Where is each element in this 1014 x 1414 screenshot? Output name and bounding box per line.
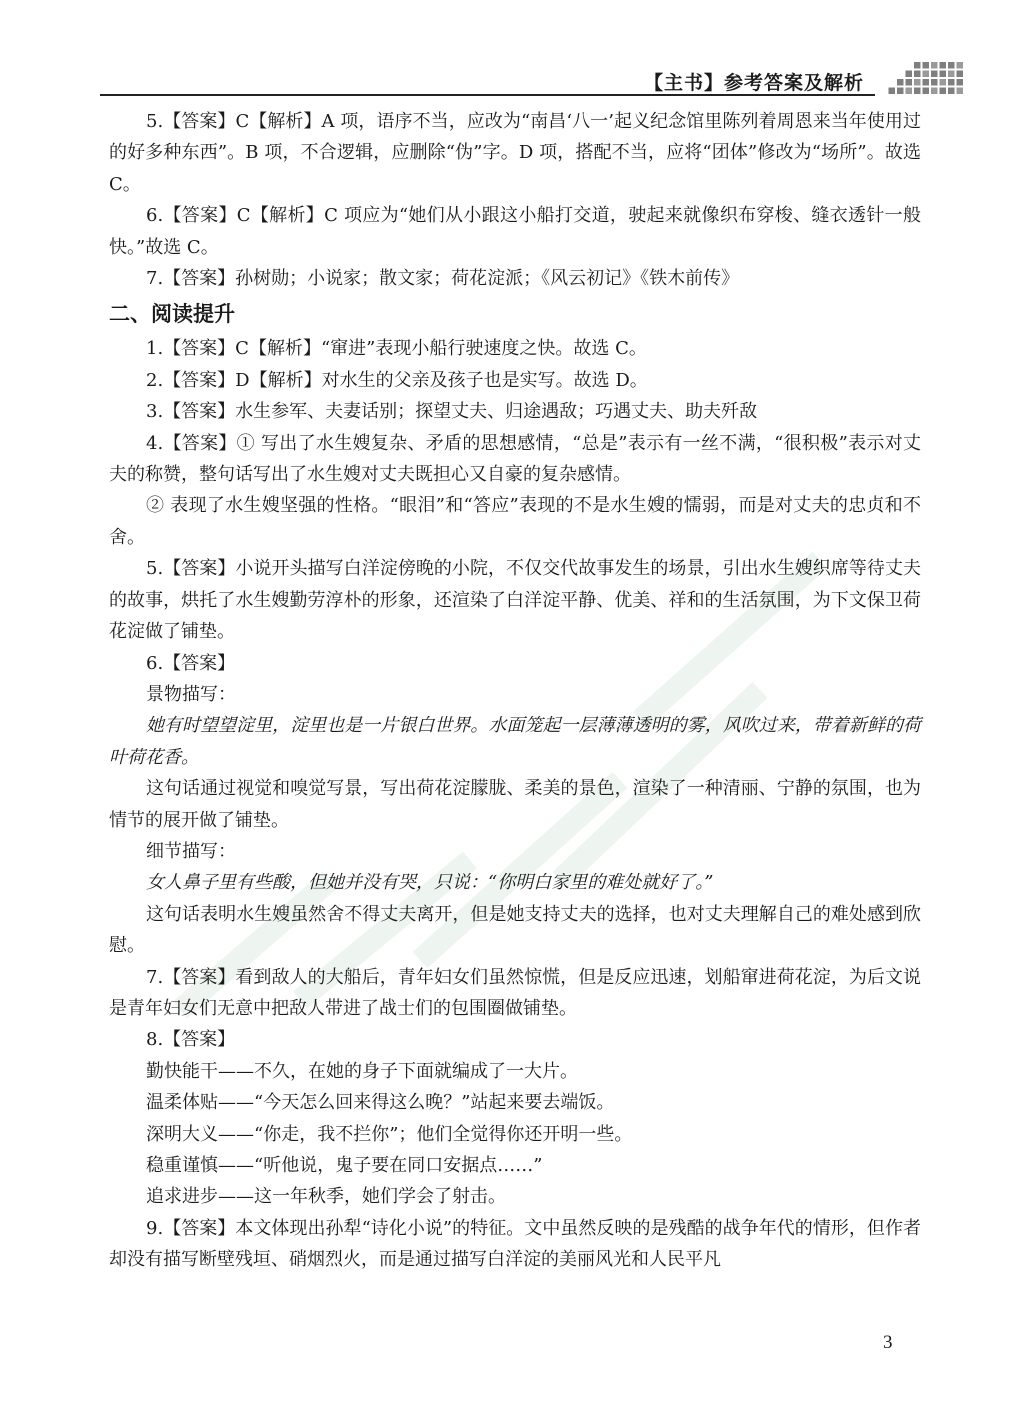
reading-answer-8-heading: 8.【答案】 [146, 1029, 236, 1051]
header-rule [100, 94, 875, 96]
header-title: 【主书】参考答案及解析 [644, 72, 865, 94]
reading-answer-4-part2: ② 表现了水生嫂坚强的性格。“眼泪”和“答应”表现的不是水生嫂的懦弱，而是对丈夫的忠贞和不舍。 [109, 495, 921, 548]
answer-item-6: 6.【答案】C【解析】C 项应为“她们从小跟这小船打交道，驶起来就像织布穿梭、缝衣透针一般快。”故选 C。 [109, 205, 921, 258]
trait-line-3: 深明大义——“你走，我不拦你”；他们全觉得你还开明一些。 [146, 1123, 633, 1145]
scenery-explanation: 这句话通过视觉和嗅觉写景，写出荷花淀朦胧、柔美的景色，渲染了一种清丽、宁静的氛围，也为情节的展开做了铺垫。 [109, 778, 921, 831]
header-dot-grid-decoration [880, 62, 970, 102]
detail-quote: 女人鼻子里有些酸，但她并没有哭，只说：“你明白家里的难处就好了。” [146, 872, 714, 894]
answer-item-5: 5.【答案】C【解析】A 项，语序不当，应改为“南昌‘八一’起义纪念馆里陈列着周恩来当年使用过的好多种东西”。B 项，不合逻辑，应删除“伪”字。D 项，搭配不当，应将“团体”修改为“场所”。故选 C。 [109, 111, 921, 195]
reading-answer-7: 7.【答案】看到敌人的大船后，青年妇女们虽然惊慌，但是反应迅速，划船窜进荷花淀，为后文说是青年妇女们无意中把敌人带进了战士们的包围圈做铺垫。 [109, 966, 921, 1019]
reading-answer-5: 5.【答案】小说开头描写白洋淀傍晚的小院，不仅交代故事发生的场景，引出水生嫂织席等待丈夫的故事，烘托了水生嫂勤劳淳朴的形象，还渲染了白洋淀平静、优美、祥和的生活氛围，为下文保卫荷花淀做了铺垫。 [109, 558, 921, 643]
answer-content [109, 106, 921, 1276]
scenery-label: 景物描写： [146, 683, 236, 705]
page-number: 3 [883, 1332, 893, 1353]
reading-answer-1: 1.【答案】C【解析】“窜进”表现小船行驶速度之快。故选 C。 [146, 338, 647, 360]
trait-line-4: 稳重谨慎——“听他说，鬼子要在同口安据点……” [146, 1155, 543, 1176]
reading-answer-6-heading: 6.【答案】 [146, 652, 236, 674]
section-heading: 二、阅读提升 [109, 302, 235, 327]
trait-line-2: 温柔体贴——“今天怎么回来得这么晚？”站起来要去端饭。 [146, 1092, 615, 1114]
detail-explanation: 这句话表明水生嫂虽然舍不得丈夫离开，但是她支持丈夫的选择，也对丈夫理解自己的难处感到欣慰。 [109, 903, 921, 957]
page-header [0, 62, 1014, 104]
trait-line-1: 勤快能干——不久，在她的身子下面就编成了一大片。 [146, 1060, 578, 1082]
answer-item-7: 7.【答案】孙树勋；小说家；散文家；荷花淀派；《风云初记》《铁木前传》 [146, 268, 740, 290]
detail-label: 细节描写： [146, 840, 236, 862]
trait-line-5: 追求进步——这一年秋季，她们学会了射击。 [146, 1186, 506, 1208]
reading-answer-4-part1: 4.【答案】① 写出了水生嫂复杂、矛盾的思想感情，“总是”表示有一丝不满，“很积极”表示对丈夫的称赞，整句话写出了水生嫂对丈夫既担心又自豪的复杂感情。 [109, 432, 921, 486]
scenery-quote: 她有时望望淀里，淀里也是一片银白世界。水面笼起一层薄薄透明的雾，风吹过来，带着新鲜的荷叶荷花香。 [109, 715, 921, 768]
reading-answer-2: 2.【答案】D【解析】对水生的父亲及孩子也是实写。故选 D。 [146, 369, 648, 391]
reading-answer-3: 3.【答案】水生参军、夫妻话别；探望丈夫、归途遇敌；巧遇丈夫、助夫歼敌 [146, 401, 758, 423]
reading-answer-9: 9.【答案】本文体现出孙犁“诗化小说”的特征。文中虽然反映的是残酷的战争年代的情形，但作者却没有描写断壁残垣、硝烟烈火，而是通过描写白洋淀的美丽风光和人民平凡 [109, 1217, 921, 1271]
